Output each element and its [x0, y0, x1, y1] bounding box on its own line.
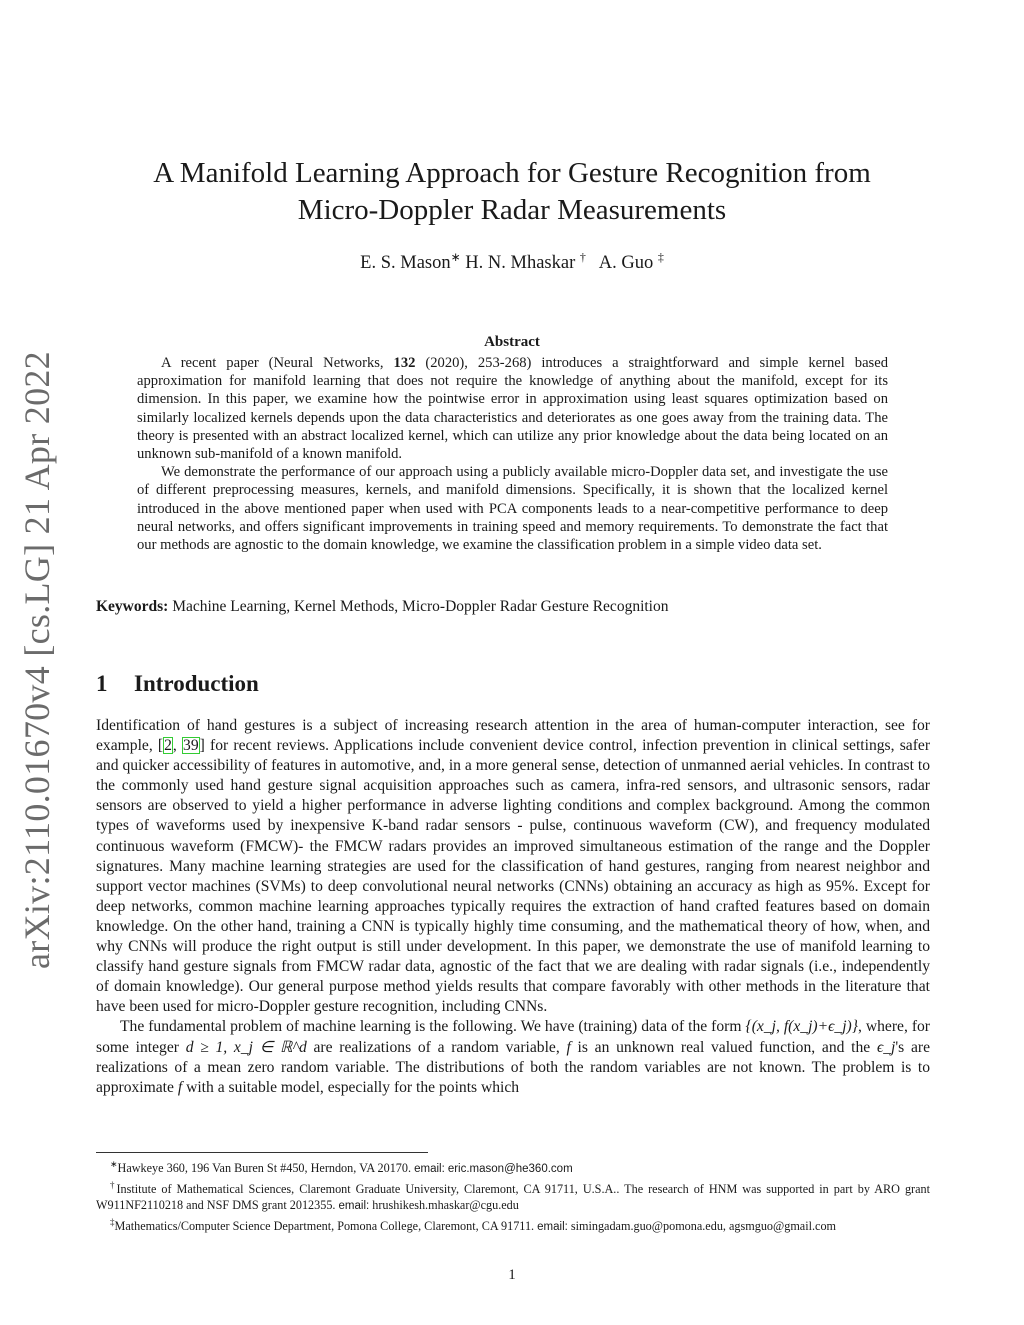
page-number: 1: [508, 1267, 516, 1283]
author-mhaskar: H. N. Mhaskar: [465, 253, 576, 274]
abstract-body: [137, 354, 888, 554]
math-dimension: d ≥ 1, x_j ∈ ℝ^d: [185, 1038, 307, 1056]
math-training-data: {(x_j, f(x_j)+ϵ_j)}: [745, 1018, 858, 1036]
math-f-2: f: [177, 1078, 183, 1096]
section-number: 1: [96, 671, 108, 696]
keywords-text: Machine Learning, Kernel Methods, Micro-Doppler Radar Gesture Recognition: [172, 598, 669, 615]
section-heading: [96, 671, 259, 697]
abstract-p1-text-b: (2020), 253-268) introduces a straightforward and simple kernel based approximation for manifold learning that does not require the knowledge of anything about the manifold, except for its dimension. In this paper, we examine how the pointwise error in approximation using least squares optimization based on similarly localized kernels depends upon the data characteristics and deteriorates as one goes away from the training data. The theory is presented with an abstract localized kernel, which can utilize any prior knowledge about the data being located on an unknown sub-manifold of a known manifold.: [137, 355, 888, 463]
abstract-heading: Abstract: [484, 334, 540, 350]
title-line-1: A Manifold Learning Approach for Gesture Recognition from: [153, 157, 871, 189]
footnote-3-text: Mathematics/Computer Science Department, Pomona College, Claremont, CA 91711.: [114, 1219, 538, 1234]
footnote-rule: [96, 1152, 428, 1153]
footnote-3-email-label: email:: [537, 1221, 568, 1234]
intro-p2-text-a: The fundamental problem of machine learning is the following. We have (training) data of the form: [120, 1018, 746, 1036]
footnote-1-text: Hawkeye 360, 196 Van Buren St #450, Herndon, VA 20170.: [117, 1161, 415, 1176]
math-f: f: [566, 1038, 571, 1056]
intro-p2-text-c: are realizations of a random variable,: [306, 1038, 567, 1056]
arxiv-sidebar-stamp: [10, 350, 64, 970]
intro-paragraph-2: [96, 1017, 930, 1097]
citation-separator: ,: [172, 737, 183, 755]
section-title: Introduction: [134, 671, 259, 696]
footnote-2-email-label: email:: [338, 1200, 370, 1213]
title-line-2: Micro-Doppler Radar Measurements: [297, 194, 727, 226]
abstract-paragraph-2: We demonstrate the performance of our approach using a publicly available micro-Doppler data set, and investigate the use of different preprocessing measures, kernels, and manifold dimensions. Specifically, it is shown that the localized kernel introduced in the above mentioned paper when used with PCA components leads to a near-competitive performance to deep neural networks, and offers significant improvements in training speed and memory requirements. To demonstrate the fact that our methods are agnostic to the domain knowledge, we examine the classification problem in a simple video data set.: [137, 464, 888, 554]
abstract-volume: 132: [393, 355, 416, 371]
footnote-1-mark: ∗: [110, 1159, 118, 1169]
author-mason-mark: ∗: [450, 250, 461, 264]
author-guo: A. Guo: [598, 253, 654, 274]
author-mason: E. S. Mason: [360, 253, 451, 274]
introduction-body: [96, 716, 930, 1098]
paper-title: [96, 155, 928, 229]
footnote-1: [96, 1156, 930, 1177]
intro-p1-text-a: Identification of hand gestures is a subject of increasing research attention in the area of human-computer interaction, see for example,: [96, 717, 930, 755]
footnotes: [96, 1156, 930, 1235]
author-list: [96, 250, 928, 274]
keywords: [96, 598, 928, 616]
intro-paragraph-1: Identification of hand gestures is a subject of increasing research attention in the area of human-computer interaction, see for example, [2, 39] for recent reviews. Applications include convenient device control, infection prevention in clinical settings, safer and quicker accessibility of features in automotive, and, in a more general sense, detection of unmanned aerial vehicles. In contrast to the commonly used hand gesture signal acquisition approaches such as camera, infra-red sensors, and ultrasonic sensors, radar sensors are observed to yield a higher performance in adverse lighting conditions and complex background. Among the common types of waveforms used by inexpensive K-band radar sensors - pulse, continuous waveform (CW), and frequency modulated continuous waveform (FMCW)- the FMCW radars provides an improved simultaneous estimation of the range and the Doppler signatures. Many machine learning strategies are used for the classification of hand gestures, ranging from nearest neighbor and support vector machines (SVMs) to deep convolutional neural networks (CNNs) obtaining an accuracy as high as 95%. Except for deep networks, common machine learning approaches typically requires the extraction of hand crafted features based on domain knowledge. On the other hand, training a CNN is typically highly time consuming, and the mathematical theory of how, when, and why CNNs will produce the right output is still under development. In this paper, we demonstrate the use of manifold learning to classify hand gesture signals from FMCW radar data, agnostic of the fact that we are dealing with radar signals (i.e., independently of domain knowledge). Our general purpose method yields results that compare favorably with other methods in the literature that have been used for micro-Doppler gesture recognition, including CNNs.: [96, 717, 931, 1016]
author-mhaskar-mark: †: [579, 250, 586, 264]
footnote-3: [96, 1214, 930, 1235]
abstract-p1-text-a: A recent paper (Neural Networks,: [161, 355, 394, 371]
footnote-2: [96, 1177, 930, 1214]
citation-link-2[interactable]: 2: [164, 737, 172, 755]
footnote-2-mark: †: [110, 1180, 117, 1191]
intro-p1-text-b: for recent reviews. Applications include convenient device control, infection prevention in clinical settings, safer and quicker accessibility of features in automotive, and, in a more general sense, detection of unmanned aerial vehicles. In contrast to the commonly used hand gesture signal acquisition approaches such as camera, infra-red sensors, and ultrasonic sensors, radar sensors are observed to yield a higher performance in adverse lighting conditions and complex background. Among the common types of waveforms used by inexpensive K-band radar sensors - pulse, continuous waveform (CW), and frequency modulated continuous waveform (FMCW)- the FMCW radars provides an improved simultaneous estimation of the range and the Doppler signatures. Many machine learning strategies are used for the classification of hand gestures, ranging from nearest neighbor and support vector machines (SVMs) to deep convolutional neural networks (CNNs) obtaining an accuracy as high as 95%. Except for deep networks, common machine learning approaches typically requires the extraction of hand crafted features based on domain knowledge. On the other hand, training a CNN is typically highly time consuming, and the mathematical theory of how, when, and why CNNs will produce the right output is still under development. In this paper, we demonstrate the use of manifold learning to classify hand gesture signals from FMCW radar data, agnostic of the fact that we are dealing with radar signals (i.e., independently of domain knowledge). Our general purpose method yields results that compare favorably with other methods in the literature that have been used for micro-Doppler gesture recognition, including CNNs.: [96, 737, 931, 1016]
footnote-3-email: simingadam.guo@pomona.edu, agsmguo@gmail.com: [570, 1219, 837, 1234]
footnote-2-text: Institute of Mathematical Sciences, Claremont Graduate University, Claremont, CA 91711, U.S.A.. The research of HNM was supported in part by ARO grant W911NF2110218 and NSF DMS grant 2012355.: [96, 1182, 931, 1213]
intro-p2-text-f: with a suitable model, especially for the points which: [182, 1078, 520, 1096]
footnote-2-email: hrushikesh.mhaskar@cgu.edu: [372, 1198, 519, 1213]
footnote-1-email: eric.mason@he360.com: [447, 1163, 573, 1176]
intro-p2-text-e: 's are realizations of a mean zero random variable. The distributions of both the random variables are not known. The problem is to approximate: [96, 1038, 931, 1096]
intro-p2-text-b: , where, for some integer: [96, 1018, 930, 1056]
intro-p2-text-d: is an unknown real valued function, and the: [570, 1038, 877, 1056]
citation-link-39[interactable]: 39: [183, 737, 199, 755]
keywords-label: Keywords:: [96, 598, 169, 615]
abstract-paragraph-1: [137, 354, 888, 463]
footnote-3-mark: ‡: [110, 1217, 115, 1228]
math-epsilon: ϵ_j: [876, 1038, 896, 1056]
footnote-1-email-label: email:: [414, 1163, 445, 1176]
arxiv-id: arXiv:2110.01670v4 [cs.LG] 21 Apr 2022: [17, 351, 57, 969]
author-guo-mark: ‡: [657, 250, 664, 264]
